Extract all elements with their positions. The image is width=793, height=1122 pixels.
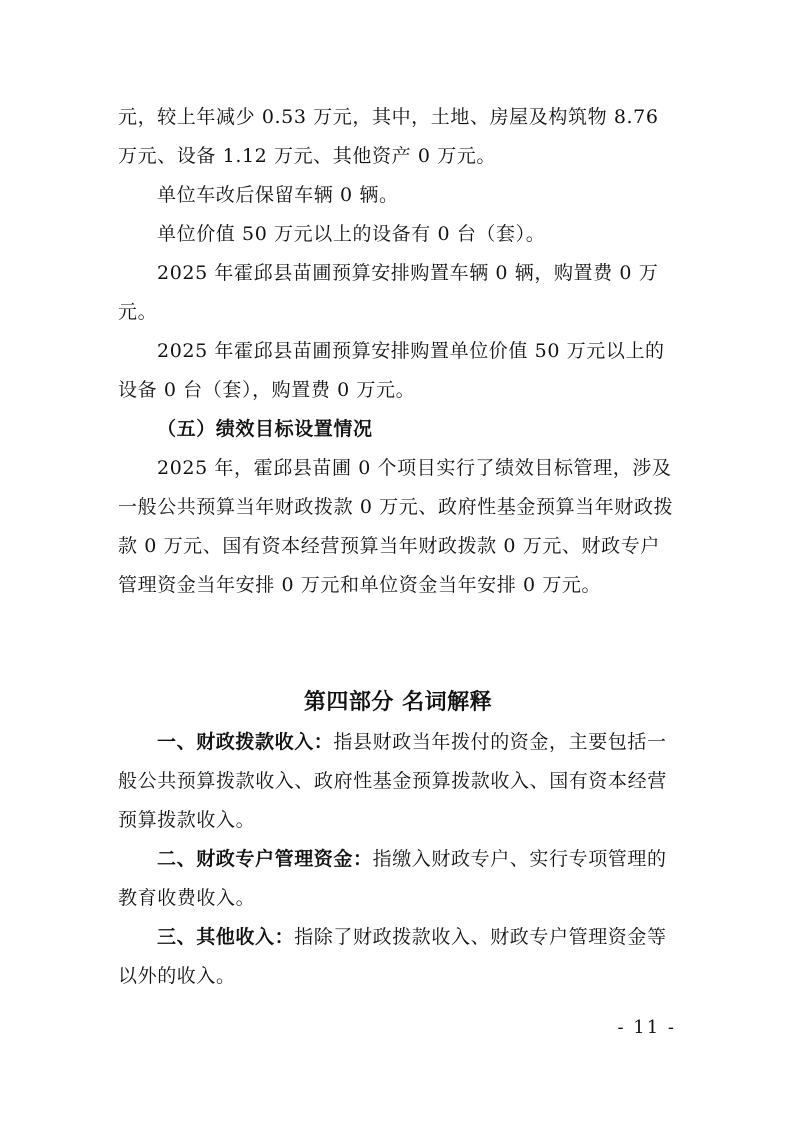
- glossary-term: 三、其他收入：: [157, 926, 295, 948]
- glossary-term: 二、财政专户管理资金：: [157, 848, 373, 870]
- paragraph-performance-goals: 2025 年，霍邱县苗圃 0 个项目实行了绩效目标管理，涉及一般公共预算当年财政拨款 0 万元、政府性基金预算当年财政拨款 0 万元、国有资本经营预算当年财政拨款 0 万元、财政专户管理资金当年安排 0 万元和单位资金当年安排 0 万元。: [118, 457, 674, 596]
- document-page: [118, 98, 678, 996]
- paragraph-equipment-over-50w: 单位价值 50 万元以上的设备有 0 台（套）。: [157, 223, 546, 245]
- paragraph-vehicle-purchase-budget: 2025 年霍邱县苗圃预算安排购置车辆 0 辆，购置费 0 万元。: [118, 262, 659, 323]
- glossary-term: 一、财政拨款收入：: [157, 731, 334, 753]
- paragraph-equipment-purchase-budget: 2025 年霍邱县苗圃预算安排购置单位价值 50 万元以上的设备 0 台（套），购置费 0 万元。: [118, 340, 665, 401]
- subheading-performance-goals: （五）绩效目标设置情况: [157, 418, 373, 440]
- paragraph-assets-continued: 元，较上年减少 0.53 万元，其中，土地、房屋及构筑物 8.76 万元、设备 1.12 万元、其他资产 0 万元。: [118, 106, 659, 167]
- section-title-glossary: 第四部分 名词解释: [303, 690, 493, 715]
- glossary-item: [118, 918, 678, 996]
- paragraph-vehicles-retained: 单位车改后保留车辆 0 辆。: [157, 184, 399, 206]
- glossary-item: [118, 723, 678, 840]
- glossary-definition: 指缴入财政专户、实行专项管理的教育收费收入。: [118, 848, 667, 909]
- glossary-item: [118, 840, 678, 918]
- page-number: - 11 -: [617, 1017, 676, 1038]
- glossary-definition: 指除了财政拨款收入、财政专户管理资金等以外的收入。: [118, 926, 667, 987]
- glossary-definition: 指县财政当年拨付的资金，主要包括一般公共预算拨款收入、政府性基金预算拨款收入、国有资本经营预算拨款收入。: [118, 731, 667, 831]
